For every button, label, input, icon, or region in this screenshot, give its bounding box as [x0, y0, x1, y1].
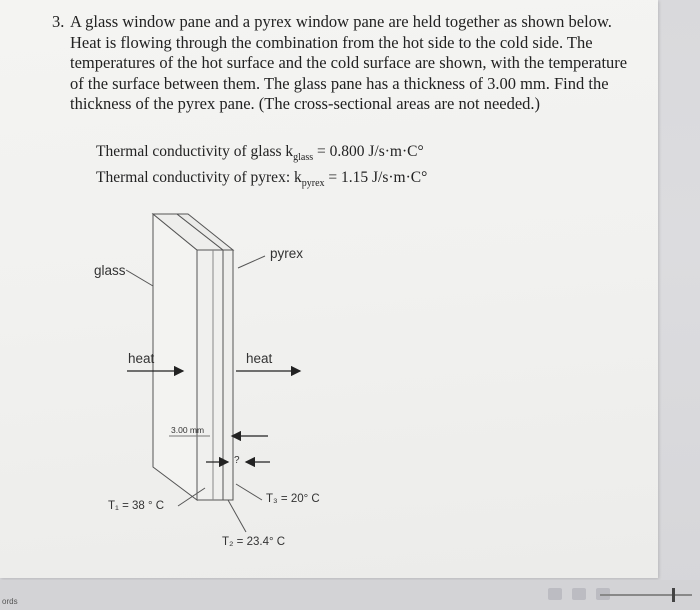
pyrex-conductivity: Thermal conductivity of pyrex: $k_{pyrex} = 1.15$ J/s·m·C°: [96, 169, 428, 190]
t3-label: T₃ = 20° C: [266, 493, 320, 505]
unknown-thickness-label: ?: [234, 455, 240, 466]
problem-line-4: of the surface between them. The glass pane has a thickness of 3.00 mm. Find the: [70, 73, 609, 93]
zoom-slider[interactable]: [600, 594, 692, 596]
t2-pointer: [228, 500, 246, 532]
problem-line-3: temperatures of the hot surface and the cold surface are shown, with the temperature: [70, 53, 628, 72]
t3-pointer: [236, 484, 262, 500]
t2-label: T₂ = 23.4° C: [222, 536, 286, 548]
problem-number: 3.: [52, 12, 65, 31]
thickness-label: 3.00 mm: [171, 425, 205, 435]
glass-pointer: [126, 270, 153, 286]
heat-label-right: heat: [246, 351, 273, 366]
t1-label: T₁ = 38 ° C: [108, 500, 165, 512]
heat-label-left: heat: [128, 351, 155, 366]
problem-line-1: A glass window pane and a pyrex window pane are held together as shown below.: [70, 12, 612, 31]
glass-pane-front: [153, 214, 197, 500]
zoom-slider-knob[interactable]: [672, 588, 675, 602]
problem-line-5: thickness of the pyrex pane. (The cross-sectional areas are not needed.): [70, 94, 541, 113]
print-layout-icon[interactable]: [572, 588, 586, 600]
pyrex-label: pyrex: [270, 246, 304, 261]
status-left-text: ords: [2, 597, 18, 606]
read-mode-icon[interactable]: [548, 588, 562, 600]
problem-line-2: Heat is flowing through the combination from the hot side to the cold side. The: [70, 32, 593, 52]
glass-label: glass: [94, 263, 126, 278]
status-bar: [0, 580, 700, 610]
glass-conductivity: Thermal conductivity of glass $k_{glass} = 0.800$ J/s·m·C°: [96, 143, 424, 164]
pyrex-pointer: [238, 256, 265, 268]
